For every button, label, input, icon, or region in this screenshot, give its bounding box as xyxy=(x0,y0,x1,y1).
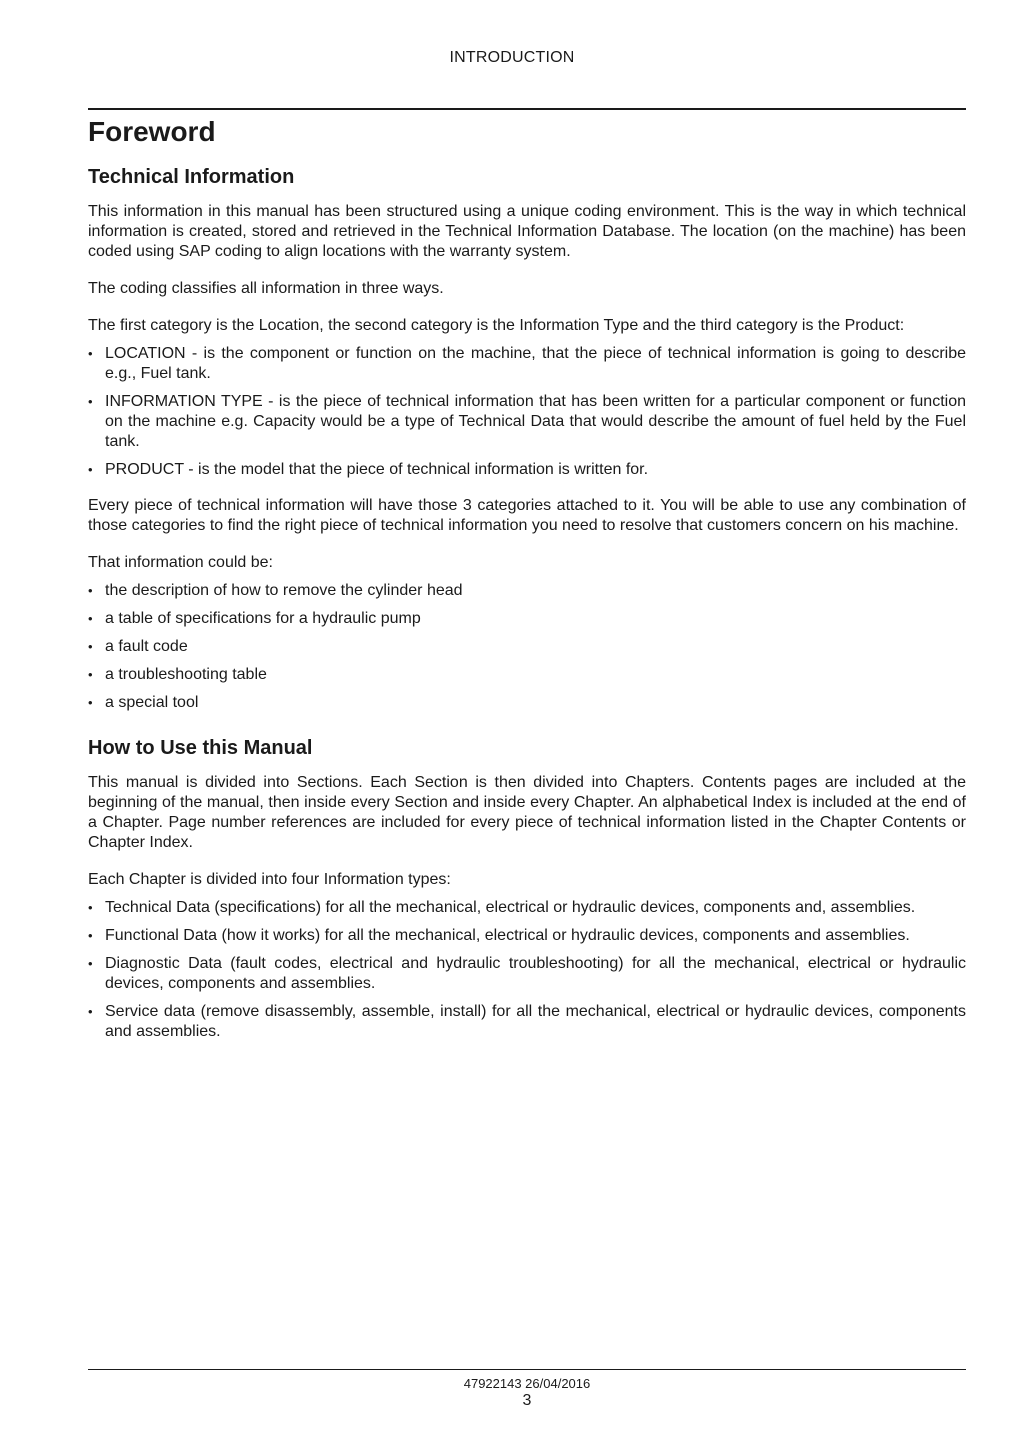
bullet-icon: • xyxy=(88,928,93,943)
list-item xyxy=(88,693,966,713)
list-item-text: Service data (remove disassembly, assemble, install) for all the mechanical, electrical or hydraulic devices, components and assemblies. xyxy=(105,1003,966,1040)
how-to-use-heading: How to Use this Manual xyxy=(88,737,313,759)
list-item xyxy=(88,637,966,657)
information-types-intro: Each Chapter is divided into four Information types: xyxy=(88,871,451,888)
list-item-text: Technical Data (specifications) for all the mechanical, electrical or hydraulic devices, components and, assemblies. xyxy=(105,899,916,916)
technical-information-heading: Technical Information xyxy=(88,166,295,188)
list-item xyxy=(88,898,966,918)
categories-intro-paragraph: The first category is the Location, the second category is the Information Type and the third category is the Product: xyxy=(88,317,905,334)
list-item xyxy=(88,392,966,452)
bullet-icon: • xyxy=(88,583,93,598)
list-item-text: a fault code xyxy=(105,638,188,655)
bullet-icon: • xyxy=(88,956,93,971)
header-divider xyxy=(88,108,966,110)
information-types-list xyxy=(88,898,966,1042)
bullet-icon: • xyxy=(88,1004,93,1019)
bullet-icon: • xyxy=(88,900,93,915)
bullet-icon: • xyxy=(88,611,93,626)
list-item-text: Functional Data (how it works) for all the mechanical, electrical or hydraulic devices, components and assemblies. xyxy=(105,927,910,944)
running-header: INTRODUCTION xyxy=(449,49,575,66)
bullet-icon: • xyxy=(88,462,93,477)
list-item xyxy=(88,926,966,946)
list-item-text: a special tool xyxy=(105,694,199,711)
coding-environment-paragraph: This information in this manual has been structured using a unique coding environment. This is the way in which technical information is created, stored and retrieved in the Technical Information Database. The location (on the machine) has been coded using SAP coding to align locations with the warranty system. xyxy=(88,203,966,260)
bullet-icon: • xyxy=(88,639,93,654)
manual-structure-paragraph: This manual is divided into Sections. Each Section is then divided into Chapters. Contents pages are included at the beginning of the manual, then inside every Section and inside every Chapter. An alphabetical Index is included at the end of a Chapter. Page number references are included for every piece of technical information listed in the Chapter Contents or Chapter Index. xyxy=(88,774,966,851)
bullet-icon: • xyxy=(88,394,93,409)
list-item-text: the description of how to remove the cylinder head xyxy=(105,582,463,599)
footer-divider xyxy=(88,1369,966,1370)
bullet-icon: • xyxy=(88,695,93,710)
list-item-text: PRODUCT - is the model that the piece of technical information is written for. xyxy=(105,461,649,478)
bullet-icon: • xyxy=(88,346,93,361)
examples-intro-paragraph: That information could be: xyxy=(88,554,273,571)
categories-list xyxy=(88,344,966,480)
document-code: 47922143 26/04/2016 xyxy=(463,1376,591,1391)
list-item xyxy=(88,1002,966,1042)
list-item xyxy=(88,665,966,685)
list-item-text: LOCATION - is the component or function on the machine, that the piece of technical information is going to describe e.g., Fuel tank. xyxy=(105,345,966,382)
list-item xyxy=(88,344,966,384)
list-item xyxy=(88,581,966,601)
list-item-text: a table of specifications for a hydraulic pump xyxy=(105,610,421,627)
list-item-text: a troubleshooting table xyxy=(105,666,267,683)
coding-classifies-paragraph: The coding classifies all information in three ways. xyxy=(88,280,444,297)
bullet-icon: • xyxy=(88,667,93,682)
list-item xyxy=(88,460,966,480)
examples-list xyxy=(88,581,966,713)
page-title: Foreword xyxy=(88,116,216,147)
combination-paragraph: Every piece of technical information will have those 3 categories attached to it. You will be able to use any combination of those categories to find the right piece of technical information you need to resolve that customers concern on his machine. xyxy=(88,497,966,534)
list-item-text: INFORMATION TYPE - is the piece of technical information that has been written for a particular component or function on the machine e.g. Capacity would be a type of Technical Data that would describe the amount of fuel held by the Fuel tank. xyxy=(105,393,966,450)
list-item xyxy=(88,954,966,994)
page-content xyxy=(88,112,966,1058)
list-item-text: Diagnostic Data (fault codes, electrical and hydraulic troubleshooting) for all the mechanical, electrical or hydraulic devices, components and assemblies. xyxy=(105,955,966,992)
list-item xyxy=(88,609,966,629)
page-number: 3 xyxy=(522,1392,532,1409)
